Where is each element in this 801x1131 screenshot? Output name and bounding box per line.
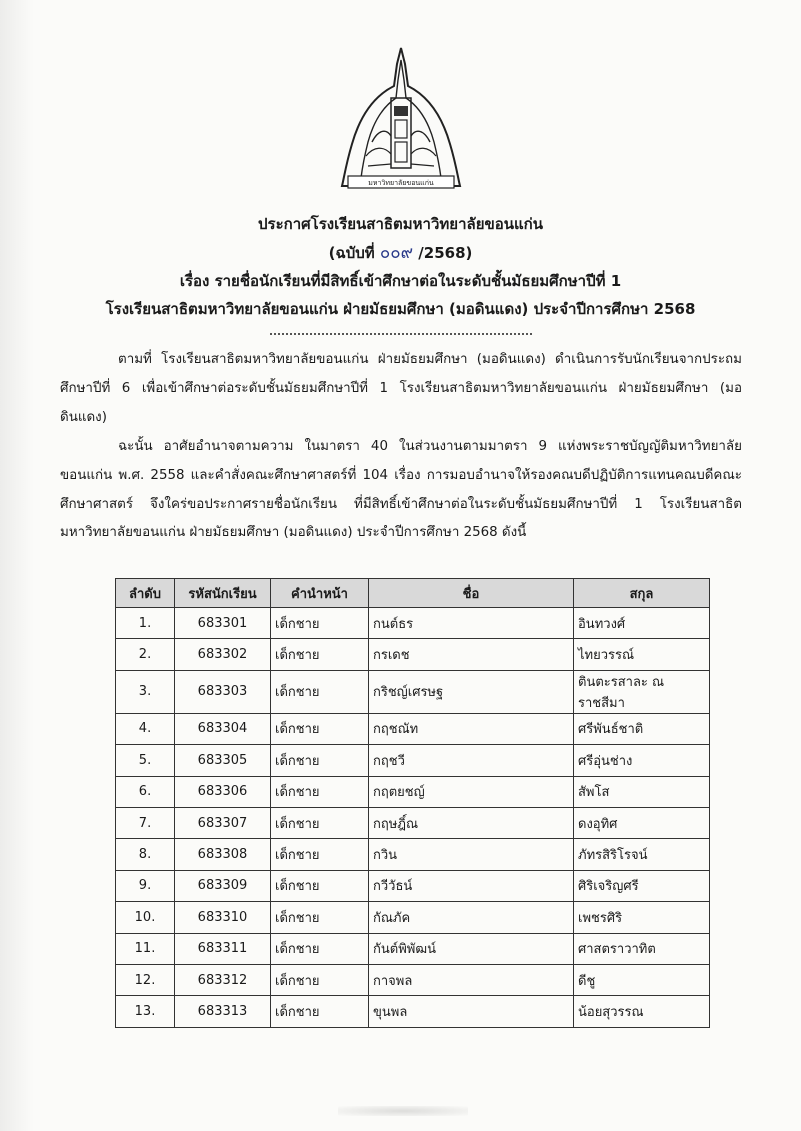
cell-student-id: 683313 <box>175 996 271 1027</box>
table-row <box>116 870 710 901</box>
number-prefix: (ฉบับที่ <box>328 244 380 262</box>
cell-prefix: เด็กชาย <box>271 870 369 901</box>
table-row <box>116 902 710 933</box>
cell-last-name: ตินตะรสาละ ณ ราชสีมา <box>574 670 710 713</box>
table-row <box>116 713 710 744</box>
cell-seq: 13. <box>116 996 175 1027</box>
cell-prefix: เด็กชาย <box>271 839 369 870</box>
cell-student-id: 683301 <box>175 608 271 639</box>
cell-student-id: 683311 <box>175 933 271 964</box>
dotted-divider <box>270 325 532 335</box>
cell-seq: 7. <box>116 807 175 838</box>
svg-text:มหาวิทยาลัยขอนแก่น: มหาวิทยาลัยขอนแก่น <box>368 179 434 187</box>
cell-seq: 3. <box>116 670 175 713</box>
header-seq: ลำดับ <box>116 579 175 608</box>
header-prefix: คำนำหน้า <box>271 579 369 608</box>
announcement-subject: เรื่อง รายชื่อนักเรียนที่มีสิทธิ์เข้าศึกษาต่อในระดับชั้นมัธยมศึกษาปีที่ 1 <box>179 272 622 290</box>
cell-first-name: กันต์พิพัฒน์ <box>369 933 574 964</box>
cell-last-name: ภัทรสิริโรจน์ <box>574 839 710 870</box>
table-body <box>116 608 710 1028</box>
cell-student-id: 683304 <box>175 713 271 744</box>
cell-last-name: ไทยวรรณ์ <box>574 639 710 670</box>
cell-prefix: เด็กชาย <box>271 902 369 933</box>
table-row <box>116 670 710 713</box>
cell-first-name: กฤษฎิ์ณ <box>369 807 574 838</box>
cell-student-id: 683302 <box>175 639 271 670</box>
cell-last-name: ศรีพันธ์ชาติ <box>574 713 710 744</box>
cell-seq: 8. <box>116 839 175 870</box>
cell-student-id: 683306 <box>175 776 271 807</box>
cell-student-id: 683305 <box>175 745 271 776</box>
cell-first-name: กฤตยชญ์ <box>369 776 574 807</box>
number-suffix: /2568) <box>413 244 473 262</box>
cell-prefix: เด็กชาย <box>271 933 369 964</box>
header-first-name: ชื่อ <box>369 579 574 608</box>
cell-prefix: เด็กชาย <box>271 745 369 776</box>
cell-prefix: เด็กชาย <box>271 996 369 1027</box>
body-paragraph-1: ตามที่ โรงเรียนสาธิตมหาวิทยาลัยขอนแก่น ฝ่ายมัธยมศึกษา (มอดินแดง) ดำเนินการรับนักเรียนจากประถมศึกษาปีที่ 6 เพื่อเข้าศึกษาต่อระดับชั้นมัธยมศึกษาปีที่ 1 โรงเรียนสาธิตมหาวิทยาลัยขอนแก่น ฝ่ายมัธยมศึกษา (มอดินแดง) <box>60 352 742 425</box>
body-paragraph-2: ฉะนั้น อาศัยอำนาจตามความ ในมาตรา 40 ในส่วนงานตามมาตรา 9 แห่งพระราชบัญญัติมหาวิทยาลัยขอนแก่น พ.ศ. 2558 และคำสั่งคณะศึกษาศาสตร์ที่ 104 เรื่อง การมอบอำนาจให้รองคณบดีปฏิบัติการแทนคณบดีคณะศึกษาศาสตร์ จึงใคร่ขอประกาศรายชื่อนักเรียน ที่มีสิทธิ์เข้าศึกษาต่อในระดับชั้นมัธยมศึกษาปีที่ 1 โรงเรียนสาธิตมหาวิทยาลัยขอนแก่น ฝ่ายมัธยมศึกษา (มอดินแดง) ประจำปีการศึกษา 2568 ดังนี้ <box>60 439 742 541</box>
student-list-table <box>115 578 710 1028</box>
cell-prefix: เด็กชาย <box>271 608 369 639</box>
cell-seq: 12. <box>116 964 175 995</box>
cell-seq: 4. <box>116 713 175 744</box>
cell-student-id: 683303 <box>175 670 271 713</box>
announcement-school-line: โรงเรียนสาธิตมหาวิทยาลัยขอนแก่น ฝ่ายมัธยมศึกษา (มอดินแดง) ประจำปีการศึกษา 2568 <box>105 300 696 318</box>
cell-last-name: ดงอุทิศ <box>574 807 710 838</box>
cell-student-id: 683309 <box>175 870 271 901</box>
cell-last-name: ดีชู <box>574 964 710 995</box>
scan-smudge <box>338 1106 468 1116</box>
cell-student-id: 683310 <box>175 902 271 933</box>
header-student-id: รหัสนักเรียน <box>175 579 271 608</box>
university-emblem-icon <box>338 46 464 192</box>
cell-last-name: ศรีอุ่นช่าง <box>574 745 710 776</box>
cell-prefix: เด็กชาย <box>271 713 369 744</box>
cell-first-name: กนต์ธร <box>369 608 574 639</box>
cell-prefix: เด็กชาย <box>271 964 369 995</box>
cell-seq: 11. <box>116 933 175 964</box>
cell-last-name: สัพโส <box>574 776 710 807</box>
cell-prefix: เด็กชาย <box>271 776 369 807</box>
cell-seq: 9. <box>116 870 175 901</box>
cell-first-name: กฤชณัท <box>369 713 574 744</box>
cell-prefix: เด็กชาย <box>271 670 369 713</box>
table-row <box>116 639 710 670</box>
table-row <box>116 933 710 964</box>
cell-first-name: กวีวัธน์ <box>369 870 574 901</box>
table-header-row <box>116 579 710 608</box>
cell-last-name: ศาสตราวาทิต <box>574 933 710 964</box>
table-row <box>116 996 710 1027</box>
cell-last-name: ศิริเจริญศรี <box>574 870 710 901</box>
announcement-number <box>0 243 801 263</box>
cell-seq: 1. <box>116 608 175 639</box>
table-row <box>116 964 710 995</box>
cell-first-name: กรเดช <box>369 639 574 670</box>
table-row <box>116 745 710 776</box>
cell-first-name: กาจพล <box>369 964 574 995</box>
cell-seq: 10. <box>116 902 175 933</box>
table-row <box>116 839 710 870</box>
header-last-name: สกุล <box>574 579 710 608</box>
cell-last-name: เพชรศิริ <box>574 902 710 933</box>
cell-first-name: กวิน <box>369 839 574 870</box>
cell-seq: 6. <box>116 776 175 807</box>
cell-first-name: กฤชวี <box>369 745 574 776</box>
table-row <box>116 776 710 807</box>
cell-student-id: 683308 <box>175 839 271 870</box>
scan-shadow <box>0 0 34 1131</box>
cell-student-id: 683312 <box>175 964 271 995</box>
cell-first-name: กัณภัค <box>369 902 574 933</box>
cell-first-name: กริชญ์เศรษฐ <box>369 670 574 713</box>
table-row <box>116 807 710 838</box>
cell-prefix: เด็กชาย <box>271 807 369 838</box>
cell-seq: 5. <box>116 745 175 776</box>
cell-student-id: 683307 <box>175 807 271 838</box>
table-row <box>116 608 710 639</box>
cell-prefix: เด็กชาย <box>271 639 369 670</box>
cell-last-name: อินทวงศ์ <box>574 608 710 639</box>
cell-last-name: น้อยสุวรรณ <box>574 996 710 1027</box>
cell-seq: 2. <box>116 639 175 670</box>
announcement-title: ประกาศโรงเรียนสาธิตมหาวิทยาลัยขอนแก่น <box>257 215 544 233</box>
cell-first-name: ขุนพล <box>369 996 574 1027</box>
handwritten-number: ๐๐๙ <box>379 243 414 263</box>
